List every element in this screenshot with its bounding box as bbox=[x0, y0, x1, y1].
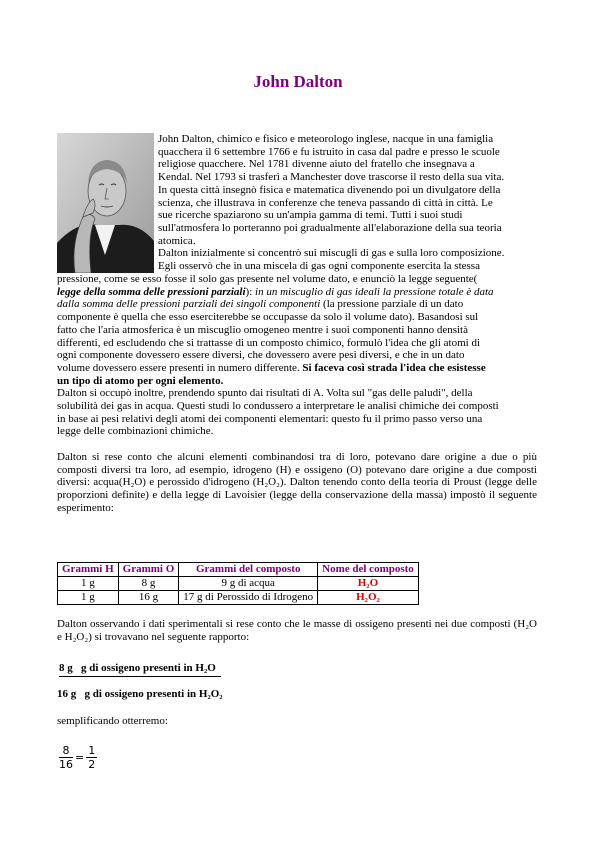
body-text bbox=[57, 273, 537, 514]
ratio-numerator: 8 g g di ossigeno presenti in H₂O bbox=[59, 662, 221, 674]
data-table bbox=[57, 562, 419, 605]
page-title: John Dalton bbox=[253, 72, 343, 91]
intro-line: quacchera il 6 settembre 1766 e fu istruito in casa dal padre e presso le scuole bbox=[158, 145, 500, 158]
intro-line: Dalton inizialmente si concentrò sui miscugli di gas e sulla loro composizione. bbox=[158, 247, 505, 260]
table-row: 1 g 8 g 9 g di acqua H₂O bbox=[58, 577, 419, 591]
intro-line: sue ricerche spaziarono su un'ampia gamma di temi. Tutti i suoi studi bbox=[158, 209, 463, 222]
intro-line: Kendal. Nel 1793 si trasferì a Manchester dove trascorse il resto della sua vita. bbox=[158, 171, 505, 184]
para2: Dalton si occupò inoltre, prendendo spunto dai risultati di A. Volta sul "gas delle paludi", della solubilità dei gas in acqua. Questi studi lo condussero a interpretare le analisi chimiche dei composti in base ai pesi relativi degli atomi dei componenti elementari: questo fu il primo passo verso una legge delle combinazioni chimiche. bbox=[57, 387, 499, 438]
table-header: Grammi del composto bbox=[179, 563, 318, 577]
simplify-text: semplificando otterremo: bbox=[57, 715, 168, 727]
para1: pressione, come se esso fosse il solo gas presente nel volume dato, e enunciò la legge seguente( legge della somma delle pressioni parziali): in un miscuglio di gas ideali la pressione totale è data dalla somma delle pressioni parziali dei singoli componenti (la pressione parziale di un dato componente è quella che esso eserciterebbe se occupasse da solo il volume dato). Basandosi sul fatto che l'aria atmosferica è un miscuglio omogeneo mentre i suoi componenti hanno densità differenti, ed escludendo che si trattasse di un composto chimico, formulò l'idea che gli atomi di ogni componente dovessero essere diversi, che dovessero avere pesi diversi, e che in un dato volume dovessero essere presenti in numero differente. Si faceva così strada l'idea che esistesse un tipo di atomo per ogni elemento. bbox=[57, 273, 494, 387]
law-name: legge della somma delle pressioni parziali bbox=[57, 285, 246, 298]
ratio-denominator: 16 g g di ossigeno presenti in H₂O₂ bbox=[57, 688, 223, 700]
table-row: 1 g 16 g 17 g di Perossido di Idrogeno H₂O₂ bbox=[58, 591, 419, 605]
intro-line: In questa città insegnò fisica e matematica divenendo poi un divulgatore della bbox=[158, 183, 501, 196]
table-header: Grammi H bbox=[58, 563, 119, 577]
table-header: Nome del composto bbox=[318, 563, 419, 577]
intro-line: scienza, che illustrava in conferenze che teneva passando di città in città. Le bbox=[158, 196, 493, 209]
fraction-right: $\frac{1}{2}$ bbox=[88, 744, 96, 771]
intro-line: religiose quacchere. Nel 1781 divenne aiuto del fratello che insegnava a bbox=[158, 158, 475, 171]
para3: Dalton si rese conto che alcuni elementi combinandosi tra di loro, potevano dare origine a due o più composti diversi tra loro, ad esempio, idrogeno (H) e ossigeno (O) potevano dare origine a due composti diversi: acqua(H₂O) e perossido d'idrogeno (H₂O₂). Dalton tenendo conto della teoria di Proust (legge delle proporzioni definite) e della legge di Lavoisier (legge della conservazione della massa) impostò il seguente esperimento: bbox=[57, 450, 537, 514]
intro-line: John Dalton, chimico e fisico e meteorologo inglese, nacque in una famiglia bbox=[158, 133, 494, 145]
intro-line: atomica. bbox=[158, 234, 196, 247]
para4: Dalton osservando i dati sperimentali si rese conto che le masse di ossigeno presenti nei due composti (H₂O e H₂O₂) si trovavano nel seguente rapporto: bbox=[57, 618, 537, 643]
intro-line: Egli osservò che in una miscela di gas ogni componente esercita la stessa bbox=[158, 260, 480, 273]
fraction-equation: $\frac{8}{16}$ = $\frac{1}{2}$ bbox=[59, 744, 96, 771]
intro-line: sull'atmosfera lo porteranno poi gradualmente all'elaborazione della sua teoria bbox=[158, 221, 502, 234]
portrait-image bbox=[57, 133, 154, 273]
fraction-left: $\frac{8}{16}$ bbox=[59, 744, 73, 771]
table-header: Grammi O bbox=[118, 563, 179, 577]
intro-paragraph bbox=[158, 133, 528, 273]
